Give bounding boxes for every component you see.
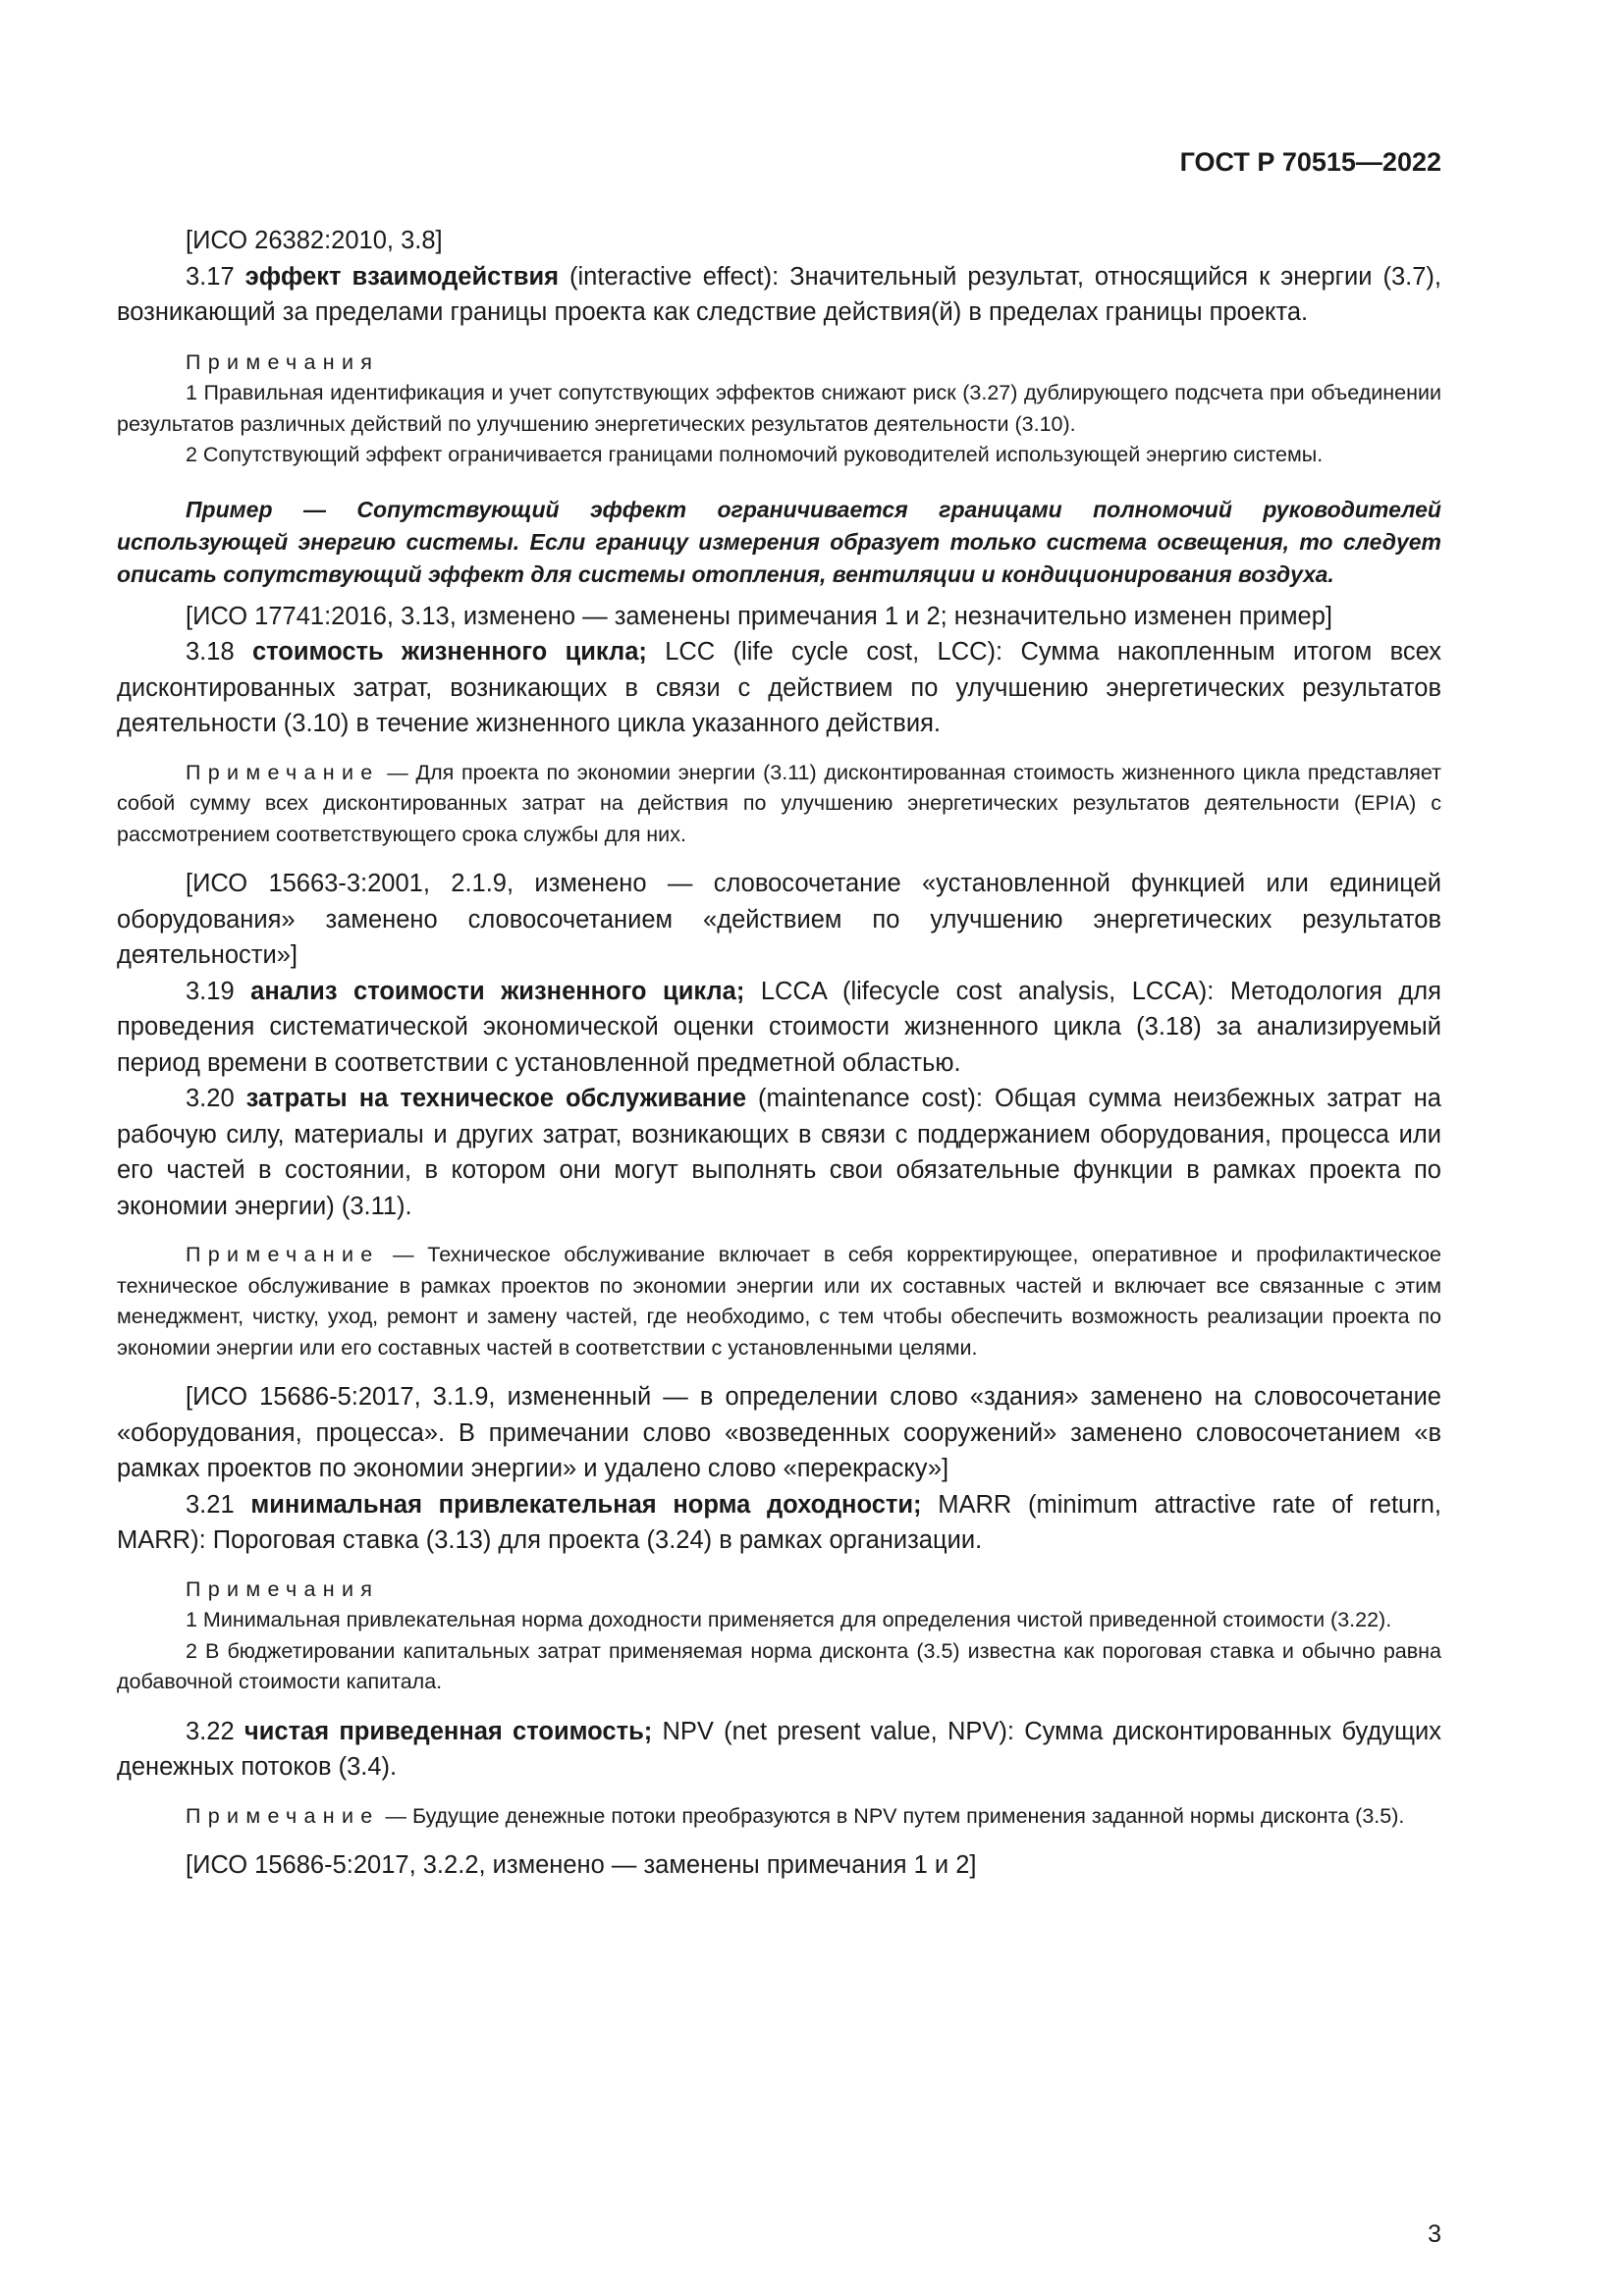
- note-label: Примечание: [186, 1243, 380, 1266]
- example-3-17: Пример — Сопутствующий эффект ограничивается границами полномочий руководителей использующей энергию системы. Если границу измерения образует только система освещения, то следует описать сопутствующий эффект для системы отопления, вентиляции и кондиционирования воздуха.: [117, 496, 1441, 587]
- term-title: стоимость жизненного цикла;: [251, 638, 647, 666]
- term-title: затраты на техническое обслуживание: [245, 1085, 747, 1112]
- note-label: Примечание: [186, 760, 380, 784]
- term-definition: LCCA (lifecycle cost analysis, LCCA): Методология для проведения систематической экономической оценки стоимости жизненного цикла (3.18) за анализируемый период времени в соответствии с установленной предметной областью.: [117, 977, 1441, 1077]
- note-3-20: [117, 1240, 1441, 1363]
- note-3-22: [117, 1801, 1441, 1833]
- note-text: — Будущие денежные потоки преобразуются в NPV путем применения заданной нормы дисконта (3.5).: [379, 1803, 1405, 1828]
- term-3-21: [117, 1487, 1441, 1559]
- term-3-17: [117, 259, 1441, 331]
- document-body: [117, 223, 1441, 1884]
- term-definition: (maintenance cost): Общая сумма неизбежных затрат на рабочую силу, материалы и других затрат, возникающих в связи с поддержанием оборудования, процесса или его частей в состоянии, в котором они могут выполнять свои обязательные функции в рамках проекта по экономии энергии) (3.11).: [117, 1085, 1441, 1220]
- source-reference-3-22: [ИСО 15686-5:2017, 3.2.2, изменено — заменены примечания 1 и 2]: [186, 1851, 977, 1879]
- note-text: — Для проекта по экономии энергии (3.11) дисконтированная стоимость жизненного цикла представляет собой сумму всех дисконтированных затрат на действия по улучшению энергетических результатов деятельности (EPIA) с рассмотрением соответствующего срока службы для них.: [117, 760, 1441, 846]
- term-number: 3.21: [186, 1490, 235, 1519]
- note-3-21-1: 1 Минимальная привлекательная норма доходности применяется для определения чистой приведенной стоимости (3.22).: [186, 1608, 1392, 1631]
- term-number: 3.17: [186, 262, 235, 291]
- note-text: — Техническое обслуживание включает в себя корректирующее, оперативное и профилактическое техническое обслуживание в рамках проектов по экономии энергии или их составных частей и включает все связанные с этим менеджмент, чистку, уход, ремонт и замену частей, где необходимо, с тем чтобы обеспечить возможность реализации проекта по экономии энергии или его составных частей в соответствии с установленными целями.: [117, 1243, 1441, 1360]
- note-3-17-2: 2 Сопутствующий эффект ограничивается границами полномочий руководителей использующей энергию системы.: [186, 443, 1324, 466]
- notes-label-3-17: Примечания: [186, 349, 380, 374]
- source-reference-3-20: [ИСО 15686-5:2017, 3.1.9, измененный — в определении слово «здания» заменено на словосочетание «оборудования, процесса». В примечании слово «возведенных сооружений» заменено словосочетанием «в рамках проектов по экономии энергии» и удалено слово «перекраску»]: [117, 1383, 1441, 1482]
- term-title: чистая приведенная стоимость;: [244, 1717, 653, 1745]
- note-3-17-1: 1 Правильная идентификация и учет сопутствующих эффектов снижают риск (3.27) дублирующего подсчета при объединении результатов различных действий по улучшению энергетических результатов деятельности (3.10).: [117, 381, 1441, 436]
- source-reference-3-18: [ИСО 15663-3:2001, 2.1.9, изменено — словосочетание «установленной функцией или единицей оборудования» заменено словосочетанием «действием по улучшению энергетических результатов деятельности»]: [117, 870, 1441, 969]
- note-3-21-2: 2 В бюджетировании капитальных затрат применяемая норма дисконта (3.5) известна как пороговая ставка и обычно равна добавочной стоимости капитала.: [117, 1638, 1441, 1693]
- term-title: минимальная привлекательная норма доходности;: [250, 1490, 922, 1519]
- term-title: эффект взаимодействия: [244, 262, 560, 291]
- term-3-18: [117, 634, 1441, 742]
- document-header-id: ГОСТ Р 70515—2022: [1179, 147, 1441, 177]
- source-reference-3-17: [ИСО 17741:2016, 3.13, изменено — заменены примечания 1 и 2; незначительно изменен пример]: [186, 602, 1332, 630]
- term-number: 3.20: [186, 1085, 235, 1112]
- term-3-20: [117, 1081, 1441, 1224]
- term-3-19: [117, 974, 1441, 1082]
- term-number: 3.22: [186, 1717, 235, 1745]
- term-definition: NPV (net present value, NPV): Сумма дисконтированных будущих денежных потоков (3.4).: [117, 1717, 1441, 1781]
- note-3-18: [117, 758, 1441, 851]
- term-definition: (interactive effect): Значительный результат, относящийся к энергии (3.7), возникающий за пределами границы проекта как следствие действия(й) в пределах границы проекта.: [117, 262, 1441, 326]
- term-definition: MARR (minimum attractive rate of return, MARR): Пороговая ставка (3.13) для проекта (3.24) в рамках организации.: [117, 1490, 1441, 1554]
- term-3-22: [117, 1714, 1441, 1786]
- term-title: анализ стоимости жизненного цикла;: [250, 977, 745, 1005]
- source-reference-3-16: [ИСО 26382:2010, 3.8]: [186, 227, 443, 254]
- term-number: 3.19: [186, 977, 235, 1005]
- notes-label-3-21: Примечания: [186, 1576, 380, 1601]
- term-definition: LCC (life cycle cost, LCC): Сумма накопленным итогом всех дисконтированных затрат, возникающих в связи с действием по улучшению энергетических результатов деятельности (3.10) в течение жизненного цикла указанного действия.: [117, 638, 1441, 737]
- page-number: 3: [1428, 2220, 1441, 2248]
- term-number: 3.18: [186, 638, 235, 666]
- note-label: Примечание: [186, 1803, 380, 1828]
